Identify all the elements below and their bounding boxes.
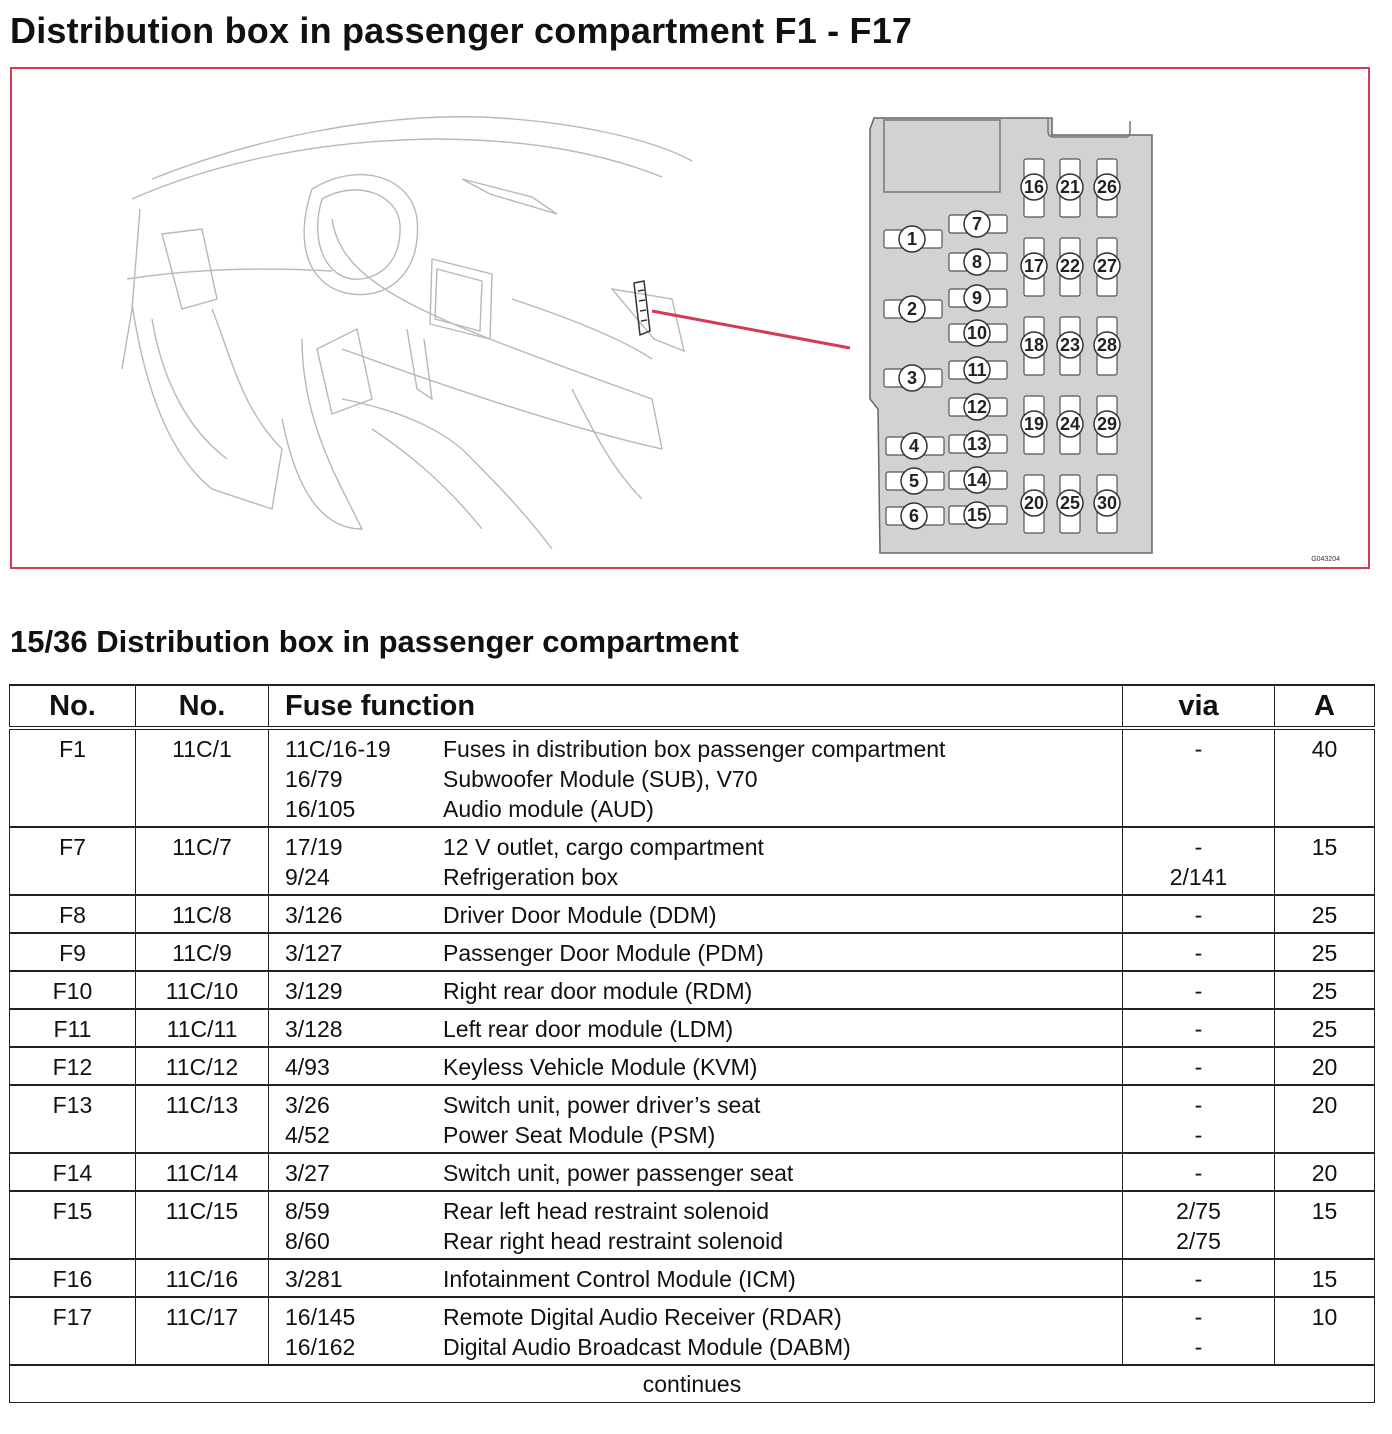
fuse-number-label: 12 (966, 397, 988, 417)
fuse-function-cell (269, 1297, 1123, 1365)
function-description: Audio module (AUD) (443, 796, 654, 822)
via-cell (1123, 1259, 1275, 1297)
fuse-function-line (285, 1090, 1122, 1120)
fuse-number-label: 13 (966, 434, 988, 454)
function-code: 4/52 (285, 1122, 330, 1148)
fuse-function-cell (269, 1009, 1123, 1047)
fuse-number: F11 (10, 1009, 136, 1047)
function-description: Passenger Door Module (PDM) (443, 940, 764, 966)
fuse-function-line (285, 1264, 1122, 1294)
function-description: Fuses in distribution box passenger compartment (443, 736, 946, 762)
function-description: Right rear door module (RDM) (443, 978, 753, 1004)
function-description: Driver Door Module (DDM) (443, 902, 717, 928)
function-description: Keyless Vehicle Module (KVM) (443, 1054, 758, 1080)
fuse-function-line (285, 1052, 1122, 1082)
section-title: 15/36 Distribution box in passenger compartment (10, 624, 739, 659)
table-row (10, 1153, 1375, 1191)
amperage-value: 25 (1275, 1009, 1375, 1047)
fuse-function-cell (269, 971, 1123, 1009)
via-value: - (1194, 1160, 1203, 1186)
fuse-function-line (285, 862, 1122, 892)
fuse-function-cell (269, 933, 1123, 971)
via-value: - (1194, 1092, 1203, 1118)
amperage-value: 15 (1275, 1259, 1375, 1297)
function-description: Left rear door module (LDM) (443, 1016, 734, 1042)
connector-number: 11C/14 (136, 1153, 269, 1191)
fuse-number-label: 11 (967, 360, 987, 380)
fuse-number-label: 21 (1059, 177, 1081, 197)
connector-number: 11C/17 (136, 1297, 269, 1365)
header-amperage: A (1275, 685, 1375, 728)
amperage-value: 40 (1275, 728, 1375, 827)
fuse-function-line (285, 900, 1122, 930)
fuse-number-label: 18 (1023, 335, 1045, 355)
fuse-number: F15 (10, 1191, 136, 1259)
fuse-number-label: 20 (1023, 493, 1045, 513)
via-value: 2/141 (1169, 864, 1228, 890)
fuse-number-label: 28 (1096, 335, 1118, 355)
fuse-number: F12 (10, 1047, 136, 1085)
function-description: Rear right head restraint solenoid (443, 1228, 784, 1254)
function-code: 3/126 (285, 902, 343, 928)
connector-number: 11C/9 (136, 933, 269, 971)
fuse-function-cell (269, 895, 1123, 933)
function-description: Remote Digital Audio Receiver (RDAR) (443, 1304, 842, 1330)
fuse-box-illustration (12, 69, 1368, 567)
function-description: Refrigeration box (443, 864, 619, 890)
table-row (10, 827, 1375, 895)
amperage-value: 25 (1275, 895, 1375, 933)
function-description: Power Seat Module (PSM) (443, 1122, 716, 1148)
fuse-number-label: 4 (908, 436, 920, 456)
via-value: - (1194, 902, 1203, 928)
fuse-function-line (285, 832, 1122, 862)
via-cell (1123, 1009, 1275, 1047)
via-value: - (1194, 940, 1203, 966)
amperage-value: 20 (1275, 1153, 1375, 1191)
table-row (10, 1297, 1375, 1365)
function-description: Switch unit, power passenger seat (443, 1160, 794, 1186)
header-no-2: No. (136, 685, 269, 728)
via-value: - (1194, 978, 1203, 1004)
page-title: Distribution box in passenger compartment F1 - F17 (10, 10, 913, 51)
via-value: - (1194, 834, 1203, 860)
table-row (10, 728, 1375, 827)
fuse-function-line (285, 1120, 1122, 1150)
fuse-number-label: 9 (971, 288, 983, 308)
fuse-number-label: 17 (1023, 256, 1045, 276)
fuse-function-line (285, 976, 1122, 1006)
header-via: via (1123, 685, 1275, 728)
via-value (1123, 794, 1274, 824)
fuse-function-line (285, 764, 1122, 794)
fuse-function-cell (269, 1047, 1123, 1085)
amperage-value: 25 (1275, 933, 1375, 971)
connector-number: 11C/7 (136, 827, 269, 895)
connector-number: 11C/11 (136, 1009, 269, 1047)
fuse-number-label: 5 (908, 471, 920, 491)
image-code: G043204 (1311, 556, 1340, 563)
fuse-number-label: 25 (1059, 493, 1081, 513)
via-value: - (1194, 1266, 1203, 1292)
fuse-function-line (285, 794, 1122, 824)
connector-number: 11C/16 (136, 1259, 269, 1297)
via-value (1123, 764, 1274, 794)
function-code: 3/127 (285, 940, 343, 966)
function-code: 16/145 (285, 1304, 356, 1330)
fuse-number: F9 (10, 933, 136, 971)
function-description: Rear left head restraint solenoid (443, 1198, 770, 1224)
fuse-number-label: 15 (966, 505, 988, 525)
fuse-number: F17 (10, 1297, 136, 1365)
connector-number: 11C/1 (136, 728, 269, 827)
table-row (10, 1009, 1375, 1047)
function-code: 4/93 (285, 1054, 330, 1080)
fuse-function-cell (269, 1153, 1123, 1191)
continues-note: continues (10, 1365, 1375, 1403)
connector-number: 11C/12 (136, 1047, 269, 1085)
function-description: Digital Audio Broadcast Module (DABM) (443, 1334, 851, 1360)
header-no: No. (10, 685, 136, 728)
via-value: - (1194, 1122, 1203, 1148)
fuse-number-label: 23 (1059, 335, 1081, 355)
table-header-row (10, 685, 1375, 728)
amperage-value: 10 (1275, 1297, 1375, 1365)
amperage-value: 25 (1275, 971, 1375, 1009)
header-fuse-function: Fuse function (269, 685, 1123, 728)
via-value: - (1194, 1054, 1203, 1080)
function-description: 12 V outlet, cargo compartment (443, 834, 764, 860)
fuse-number-label: 10 (966, 323, 988, 343)
fuse-number-label: 7 (971, 214, 983, 234)
fuse-function-cell (269, 1191, 1123, 1259)
fuse-number-label: 30 (1096, 493, 1118, 513)
via-cell (1123, 1297, 1275, 1365)
fuse-number-label: 2 (906, 299, 918, 319)
fuse-function-line (285, 1014, 1122, 1044)
connector-number: 11C/15 (136, 1191, 269, 1259)
fuse-number-label: 14 (966, 470, 988, 490)
fuse-function-cell (269, 1085, 1123, 1153)
via-value: - (1194, 1016, 1203, 1042)
fuse-number-label: 27 (1096, 256, 1118, 276)
fuse-function-line (285, 734, 1122, 764)
amperage-value: 15 (1275, 1191, 1375, 1259)
function-code: 3/129 (285, 978, 343, 1004)
via-cell (1123, 827, 1275, 895)
via-cell (1123, 933, 1275, 971)
fuse-function-line (285, 1158, 1122, 1188)
amperage-value: 20 (1275, 1047, 1375, 1085)
fuse-number-label: 19 (1023, 414, 1045, 434)
car-interior-sketch (122, 117, 692, 549)
function-code: 8/59 (285, 1198, 330, 1224)
fuse-table (9, 684, 1375, 1403)
connector-number: 11C/10 (136, 971, 269, 1009)
fuse-number-label: 26 (1096, 177, 1118, 197)
fuse-number: F13 (10, 1085, 136, 1153)
fuse-number: F7 (10, 827, 136, 895)
fuse-number-label: 8 (971, 252, 983, 272)
table-row (10, 1085, 1375, 1153)
fuse-number-label: 3 (906, 368, 918, 388)
function-code: 8/60 (285, 1228, 330, 1254)
table-row (10, 1191, 1375, 1259)
function-code: 3/27 (285, 1160, 330, 1186)
table-row (10, 1259, 1375, 1297)
function-description: Subwoofer Module (SUB), V70 (443, 766, 758, 792)
via-value: - (1194, 1304, 1203, 1330)
via-cell (1123, 971, 1275, 1009)
fuse-number-label: 29 (1096, 414, 1118, 434)
function-code: 3/281 (285, 1266, 343, 1292)
function-code: 16/105 (285, 796, 356, 822)
table-row (10, 895, 1375, 933)
table-footer-row (10, 1365, 1375, 1403)
fuse-number-label: 1 (906, 229, 918, 249)
table-row (10, 1047, 1375, 1085)
fuse-number: F8 (10, 895, 136, 933)
fuse-panel (870, 118, 1152, 553)
function-code: 9/24 (285, 864, 330, 890)
fuse-function-cell (269, 728, 1123, 827)
amperage-value: 15 (1275, 827, 1375, 895)
fuse-number: F14 (10, 1153, 136, 1191)
fuse-box-figure (10, 67, 1370, 569)
via-value: - (1194, 736, 1203, 762)
fuse-function-line (285, 1302, 1122, 1332)
fuse-number: F1 (10, 728, 136, 827)
fuse-box-location-marker (634, 281, 650, 335)
via-value: - (1194, 1334, 1203, 1360)
table-row (10, 971, 1375, 1009)
via-cell (1123, 1153, 1275, 1191)
function-code: 3/26 (285, 1092, 330, 1118)
function-description: Switch unit, power driver’s seat (443, 1092, 761, 1118)
fuse-number: F16 (10, 1259, 136, 1297)
function-code: 17/19 (285, 834, 343, 860)
fuse-number-label: 24 (1059, 414, 1081, 434)
fuse-function-line (285, 938, 1122, 968)
fuse-number-label: 22 (1059, 256, 1081, 276)
fuse-number: F10 (10, 971, 136, 1009)
function-code: 16/162 (285, 1334, 356, 1360)
fuse-function-line (285, 1226, 1122, 1256)
fuse-function-cell (269, 827, 1123, 895)
function-code: 11C/16-19 (285, 736, 391, 762)
via-value: 2/75 (1176, 1228, 1221, 1254)
via-cell (1123, 1085, 1275, 1153)
via-value: 2/75 (1176, 1198, 1221, 1224)
via-cell (1123, 895, 1275, 933)
function-code: 16/79 (285, 766, 343, 792)
fuse-number-label: 16 (1023, 177, 1045, 197)
fuse-number-label: 6 (908, 506, 920, 526)
via-cell (1123, 728, 1275, 827)
amperage-value: 20 (1275, 1085, 1375, 1153)
table-row (10, 933, 1375, 971)
function-description: Infotainment Control Module (ICM) (443, 1266, 796, 1292)
function-code: 3/128 (285, 1016, 343, 1042)
via-cell (1123, 1191, 1275, 1259)
connector-number: 11C/13 (136, 1085, 269, 1153)
fuse-function-cell (269, 1259, 1123, 1297)
via-cell (1123, 1047, 1275, 1085)
fuse-function-line (285, 1196, 1122, 1226)
connector-number: 11C/8 (136, 895, 269, 933)
fuse-function-line (285, 1332, 1122, 1362)
